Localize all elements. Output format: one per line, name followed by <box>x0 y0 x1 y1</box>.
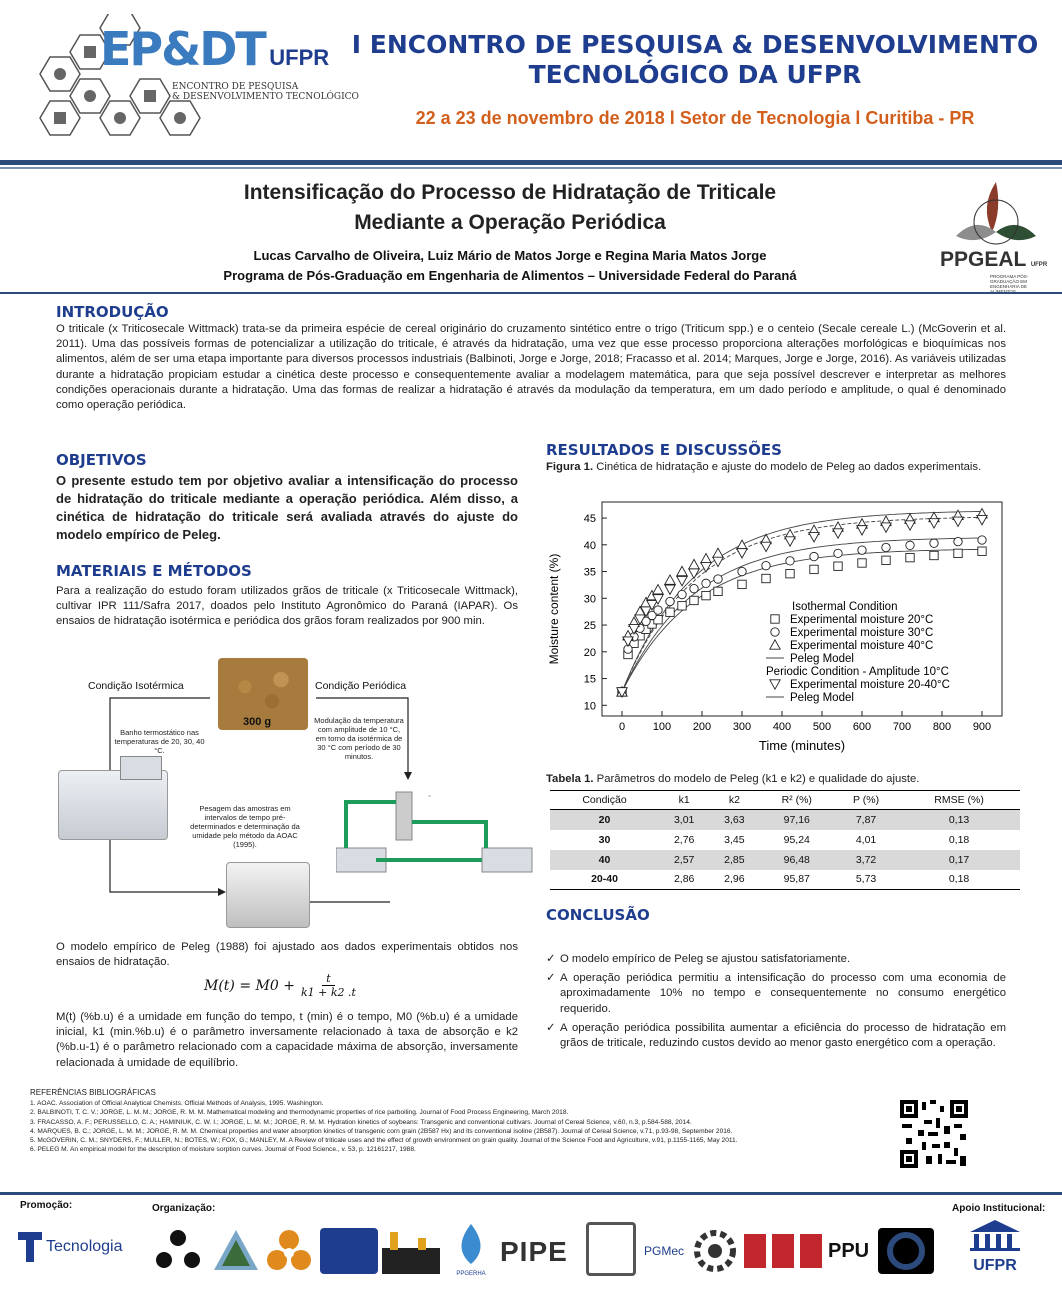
references <box>30 1088 880 1154</box>
conclusion-item: ✓ O modelo empírico de Peleg se ajustou satisfatoriamente. <box>546 952 1006 967</box>
figure-caption-text: Cinética de hidratação e ajuste do modelo de Peleg ao dados experimentais. <box>593 461 982 473</box>
logo-tecnologia <box>18 1232 123 1262</box>
legend-label: Experimental moisture 20°C <box>790 614 934 626</box>
ufpr-building-icon <box>968 1218 1022 1252</box>
table-cell: 2,96 <box>709 870 759 890</box>
label-periodica: Condição Periódica <box>315 680 407 692</box>
data-point-square <box>762 574 770 582</box>
ppgeal-text: PPGEAL <box>940 248 1027 271</box>
logo-building <box>320 1228 378 1274</box>
table-cell: 2,86 <box>659 870 709 890</box>
table-caption-text: Parâmetros do modelo de Peleg (k1 e k2) e qualidade do ajuste. <box>593 773 920 785</box>
figure-label: Figura 1. <box>546 461 594 473</box>
triangle-leaf-icon <box>212 1226 260 1274</box>
table-cell: 97,16 <box>759 810 834 830</box>
logo-side: UFPR <box>269 45 330 70</box>
logo-ppgerha <box>446 1222 496 1278</box>
intro-heading: INTRODUÇÃO <box>56 303 169 321</box>
table-label: Tabela 1. <box>546 773 594 785</box>
tecnologia-icon <box>18 1232 42 1262</box>
data-point-circle <box>738 567 746 575</box>
legend-label: Experimental moisture 30°C <box>790 627 934 639</box>
x-tick-label: 100 <box>652 721 672 733</box>
reference-item: 4. MARQUES, B. C.; JORGE, L. M. M.; JORGE, R. M. M. Chemical properties and water absorption kinetics of transgenic corn grain (2B587 Hx) and its conventional isoline (2B587). Journal of Cereal Science, v.71, p.93-98, September 2016. <box>30 1127 733 1135</box>
event-date: 22 a 23 de novembro de 2018 l Setor de Tecnologia l Curitiba - PR <box>415 108 975 128</box>
water-bath-controller <box>120 756 162 780</box>
legend-label: Periodic Condition - Amplitude 10°C <box>766 666 949 678</box>
data-point-circle <box>858 546 866 554</box>
logo-tecnologia-text: Tecnologia <box>46 1238 123 1255</box>
data-point-square <box>834 562 842 570</box>
table-cell: 40 <box>550 850 659 870</box>
ppgeal-sub: PROGRAMA PÓS-GRADUAÇÃO EM ENGENHARIA DE <box>990 274 1029 289</box>
formula-num: t <box>322 972 334 986</box>
table-row <box>550 830 1020 850</box>
gear-icon <box>692 1228 738 1274</box>
affiliation-line: Programa de Pós-Graduação em Engenharia de Alimentos – Universidade Federal do Paraná <box>223 268 797 283</box>
qr-code-icon <box>898 1098 970 1170</box>
data-point-circle <box>810 552 818 560</box>
y-tick-label: 40 <box>583 539 596 552</box>
methods-diagram <box>40 652 540 932</box>
x-tick-label: 900 <box>972 721 992 733</box>
label-isotermica: Condição Isotérmica <box>88 680 184 692</box>
legend-label: Isothermal Condition <box>792 601 898 613</box>
reference-item: 2. BALBINOTI, T. C. V.; JORGE, L. M. M.; JORGE, R. M. M. Mathematical modeling and thermodynamic properties of rice parboiling. Journal of Food Process Engineering, March 2018. <box>30 1109 569 1117</box>
reference-item: 6. PELEG M. An empirical model for the description of moisture sorption curves. Journal of Food Science., v. 53, p. 12161217, 1988. <box>30 1146 416 1154</box>
peleg-desc: M(t) (%b.u) é a umidade em função do tempo, t (min) é o tempo, M0 (%b.u) é a umidade inicial, k1 (min.%b.u) é o parâmetro inversamente relacionado à taxa de absorção e k2 (%b.u-1) é o parâmetro relacionado com a capacidade máxima de absorção, inversamente relacionada à umidade de equilíbrio. <box>56 1011 518 1069</box>
data-point-circle <box>654 606 662 614</box>
event-title-line1: I ENCONTRO DE PESQUISA & DESENVOLVIMENTO <box>351 30 1039 59</box>
y-tick-label: 15 <box>583 673 596 686</box>
table-cell: 2,57 <box>659 850 709 870</box>
data-point-circle <box>906 541 914 549</box>
x-tick-label: 800 <box>932 721 952 733</box>
data-point-circle <box>930 539 938 547</box>
data-point-circle <box>678 590 686 598</box>
logo-pgmec: PGMec <box>644 1244 685 1258</box>
svg-text:~: ~ <box>428 794 431 800</box>
x-tick-label: 200 <box>692 721 712 733</box>
table-header-cell: R² (%) <box>759 791 834 810</box>
y-tick-label: 35 <box>583 566 596 579</box>
table-cell: 0,13 <box>898 810 1020 830</box>
data-point-circle <box>954 537 962 545</box>
table-cell: 7,87 <box>834 810 898 830</box>
formula-den: k1 + k2 .t <box>300 986 356 999</box>
x-tick-label: 300 <box>732 721 752 733</box>
data-point-square <box>978 547 986 555</box>
data-point-square <box>954 549 962 557</box>
data-point-square <box>882 556 890 564</box>
data-point-square <box>690 596 698 604</box>
header-rule-thin <box>0 167 1062 169</box>
data-point-square <box>906 553 914 561</box>
table-row <box>550 870 1020 890</box>
table-header-cell: k1 <box>659 791 709 810</box>
table-row <box>550 810 1020 830</box>
ppgeal-side: UFPR <box>1030 262 1048 268</box>
table-cell: 3,63 <box>709 810 759 830</box>
table-cell: 20 <box>550 810 659 830</box>
logo-biohazard <box>264 1226 314 1274</box>
refs-heading: REFERÊNCIAS BIBLIOGRÁFICAS <box>30 1088 156 1097</box>
figure-caption <box>546 460 1006 475</box>
factory-icon <box>382 1228 440 1274</box>
paper-authors <box>120 246 900 286</box>
data-point-circle <box>690 584 698 592</box>
resultados-heading: RESULTADOS E DISCUSSÕES <box>546 441 782 459</box>
legend-label: Peleg Model <box>790 692 854 704</box>
refs-list <box>30 1099 880 1154</box>
conclusion-item: ✓ A operação periódica permitiu a intensificação do processo com uma economia de aproximadamente 10% no tempo e consequentemente no consumo energético requerido. <box>546 971 1006 1017</box>
table-header-cell: P (%) <box>834 791 898 810</box>
metodos-heading: MATERIAIS E MÉTODOS <box>56 562 252 580</box>
data-point-circle <box>714 575 722 583</box>
table-cell: 20-40 <box>550 870 659 890</box>
data-point-circle <box>786 557 794 565</box>
logo-circle <box>878 1228 934 1274</box>
periodic-setup-image <box>336 782 536 882</box>
data-point-circle <box>834 549 842 557</box>
y-axis-label: Moisture content (%) <box>547 553 561 665</box>
data-point-square <box>771 615 779 623</box>
table-row <box>550 850 1020 870</box>
formula-lhs: M(t) = M0 + <box>204 977 295 994</box>
logo-circuit <box>586 1222 636 1276</box>
note-isotermica: Banho termostático nas temperaturas de 20, 30, 40 °C. <box>114 728 205 755</box>
title-rule <box>0 292 1062 294</box>
grain-label: 300 g <box>243 716 272 728</box>
table-cell: 2,85 <box>709 850 759 870</box>
conclusao-list <box>546 952 1006 1055</box>
reference-item: 3. FRACASSO, A. F.; PERUSSELLO, C. A.; HAMINIUK, C. W. I.; JORGE, L. M. M.; JORGE, R. M. M. Hydration kinetics of soybeans: Transgenic and conventional cultivars. Journal of Cereal Science, v.60, n.3, p.584-588, 2014. <box>30 1118 692 1126</box>
peleg-formula <box>204 972 356 999</box>
logo-main: EP&DT <box>100 22 265 76</box>
logo-factory <box>382 1228 440 1274</box>
data-point-square <box>666 608 674 616</box>
qr-code <box>898 1098 970 1170</box>
x-tick-label: 400 <box>772 721 792 733</box>
footer-organizacao: Organização: <box>152 1203 216 1214</box>
logo-ufpr <box>962 1218 1028 1280</box>
data-point-square <box>858 559 866 567</box>
data-point-square <box>738 580 746 588</box>
conclusion-item: ✓ A operação periódica possibilita aumentar a eficiência do processo de hidratação em grãos de triticale, reduzindo custos devido ao menor gasto energético com a operação. <box>546 1021 1006 1051</box>
ring-icon <box>878 1228 934 1274</box>
logo-pipe: PIPE <box>500 1236 568 1267</box>
authors-line: Lucas Carvalho de Oliveira, Luiz Mário de Matos Jorge e Regina Maria Matos Jorge <box>253 248 767 263</box>
reference-item: 5. McGOVERIN, C. M.; SNYDERS, F.; MULLER, N.; BOTES, W.; FOX, G.; MANLEY, M. A Review of triticale uses and the effect of growth environment on grain quality. Journal of the Science Food and Agriculture, v.91, p.1155-1165, May 2011. <box>30 1137 738 1145</box>
objetivos-heading: OBJETIVOS <box>56 451 147 469</box>
data-point-square <box>702 591 710 599</box>
y-tick-label: 10 <box>583 700 596 713</box>
table-cell: 95,24 <box>783 833 810 846</box>
objetivos-text: O presente estudo tem por objetivo avaliar a intensificação do processo de hidratação do triticale mediante a operação periódica. Além disso, a cinética de hidratação do triticale será avaliada através do ajuste do modelo empírico de Peleg. <box>56 473 518 542</box>
paper-title-line1: Intensificação do Processo de Hidratação de Triticale <box>243 181 777 204</box>
x-tick-label: 700 <box>892 721 912 733</box>
logo-triangle <box>212 1226 260 1274</box>
footer-apoio: Apoio Institucional: <box>952 1203 1046 1214</box>
logo-recycle <box>152 1226 204 1274</box>
table-header-cell: RMSE (%) <box>898 791 1020 810</box>
balance-image <box>226 862 310 928</box>
paper-title-line2: Mediante a Operação Periódica <box>354 211 666 234</box>
legend-label: Experimental moisture 40°C <box>790 640 934 652</box>
ppgeal-emblem-icon <box>940 176 1052 256</box>
x-tick-label: 500 <box>812 721 832 733</box>
intro-text: O triticale (x Triticosecale Wittmack) trata-se da primeira espécie de cereal originário do cruzamento sintético entre o trigo (Triticum spp.) e o centeio (Secale cereale L.) (McGoverin et al. 2011). Uma das possíveis formas de potencializar a utilização do triticale, é através da hidratação, uma vez que esse processo proporciona alterações morfológicas e bioquímicas nos alimentos, além de ser uma etapa importante para diversos processos industriais (Balbinoti, Jorge e Jorge, 2018; Fracasso et al. 2014; Marques, Jorge e Jorge, 2016). As variáveis utilizadas durante a hidratação propiciam estudar a cinética deste processo e consequentemente avaliar a modelagem matemática, para que seja possível descrever e interpretar as melhores condições operacionais durante a hidratação. Uma das formas de realizar a hidratação é através da modulação da temperatura, em um dado período e amplitude, o qual é denominado como operação periódica. <box>56 323 1006 412</box>
data-point-square <box>930 551 938 559</box>
table-cell: 2,76 <box>673 833 695 846</box>
x-tick-label: 0 <box>618 721 626 733</box>
table-caption <box>546 772 1006 787</box>
footer-rule <box>0 1192 1062 1195</box>
table-header-cell: k2 <box>709 791 759 810</box>
hydration-chart <box>540 494 1010 766</box>
footer-promocao: Promoção: <box>20 1200 73 1211</box>
table-header-row <box>550 791 1020 810</box>
paper-title <box>120 178 900 238</box>
table-cell: 0,18 <box>948 833 970 846</box>
data-point-circle <box>882 543 890 551</box>
ppgeal-logo <box>940 176 1052 288</box>
data-point-circle <box>978 536 986 544</box>
logo-ppu: PPU <box>828 1240 870 1262</box>
event-title <box>330 30 1060 90</box>
event-title-line2: TECNOLÓGICO DA UFPR <box>528 60 862 89</box>
event-logo-text <box>100 22 329 76</box>
table-cell: 30 <box>598 833 611 846</box>
biohazard-icon <box>264 1226 314 1274</box>
table-cell: 5,73 <box>834 870 898 890</box>
table-cell: 3,01 <box>659 810 709 830</box>
data-point-square <box>678 602 686 610</box>
logo-ppgerha-text: PPGERHA <box>456 1271 486 1277</box>
note-periodica: Modulação da temperatura com amplitude de 10 °C, em torno da isotérmica de 30 °C com período de 30 minutos. <box>314 716 404 761</box>
table-cell: 0,18 <box>898 870 1020 890</box>
x-axis-label: Time (minutes) <box>758 738 846 753</box>
water-bath-image <box>58 770 168 840</box>
data-point-square <box>786 569 794 577</box>
data-point-square <box>714 587 722 595</box>
y-tick-label: 25 <box>583 620 596 633</box>
red-letters-icon <box>744 1228 822 1274</box>
table-cell: 0,17 <box>898 850 1020 870</box>
conclusao-heading: CONCLUSÃO <box>546 906 650 924</box>
table-cell: 96,48 <box>759 850 834 870</box>
logo-ufpr-text: UFPR <box>973 1257 1017 1274</box>
peleg-text: O modelo empírico de Peleg (1988) foi ajustado aos dados experimentais obtidos nos ensaios de hidratação. <box>56 941 518 969</box>
formula-fraction <box>301 972 356 999</box>
results-table <box>550 790 1020 890</box>
table-cell: 3,72 <box>834 850 898 870</box>
table-cell: 4,01 <box>855 833 877 846</box>
data-point-circle <box>666 597 674 605</box>
water-drop-icon <box>446 1222 496 1266</box>
note-pesagem: Pesagem das amostras em intervalos de tempo pré-determinados e determinação da umidade pelo método da AOAC (1995). <box>190 804 300 849</box>
legend-label: Peleg Model <box>790 653 854 665</box>
logo-red <box>744 1228 822 1274</box>
data-point-circle <box>771 628 779 636</box>
logo-gear <box>692 1228 738 1274</box>
logo-sub2: & DESENVOLVIMENTO TECNOLÓGICO <box>172 92 359 102</box>
header-rule <box>0 160 1062 165</box>
data-point-square <box>810 565 818 573</box>
data-point-circle <box>762 561 770 569</box>
table-header-cell: Condição <box>550 791 659 810</box>
metodos-text: Para a realização do estudo foram utilizados grãos de triticale (x Triticosecale Wittmack), cultivar IPR 111/Safra 2017, doados pelo Instituto Agronômico do Paraná (IAPAR). Os ensaios de hidratação isotérmica e periódica dos grãos foram realizados por 900 min. <box>56 585 518 628</box>
reference-item: 1. AOAC. Association of Official Analytical Chemists. Official Methods of Analysis, 1995. Washington. <box>30 1100 324 1108</box>
legend-label: Experimental moisture 20-40°C <box>790 679 950 691</box>
x-tick-label: 600 <box>852 721 872 733</box>
y-tick-label: 20 <box>583 646 596 659</box>
data-point-circle <box>702 579 710 587</box>
results-table-wrap <box>550 790 1020 890</box>
y-tick-label: 45 <box>583 513 596 526</box>
table-cell: 3,45 <box>724 833 745 846</box>
recycle-icon <box>152 1226 204 1274</box>
logo-sub1: ENCONTRO DE PESQUISA <box>172 82 299 92</box>
table-cell: 95,87 <box>759 870 834 890</box>
y-tick-label: 30 <box>583 593 596 606</box>
